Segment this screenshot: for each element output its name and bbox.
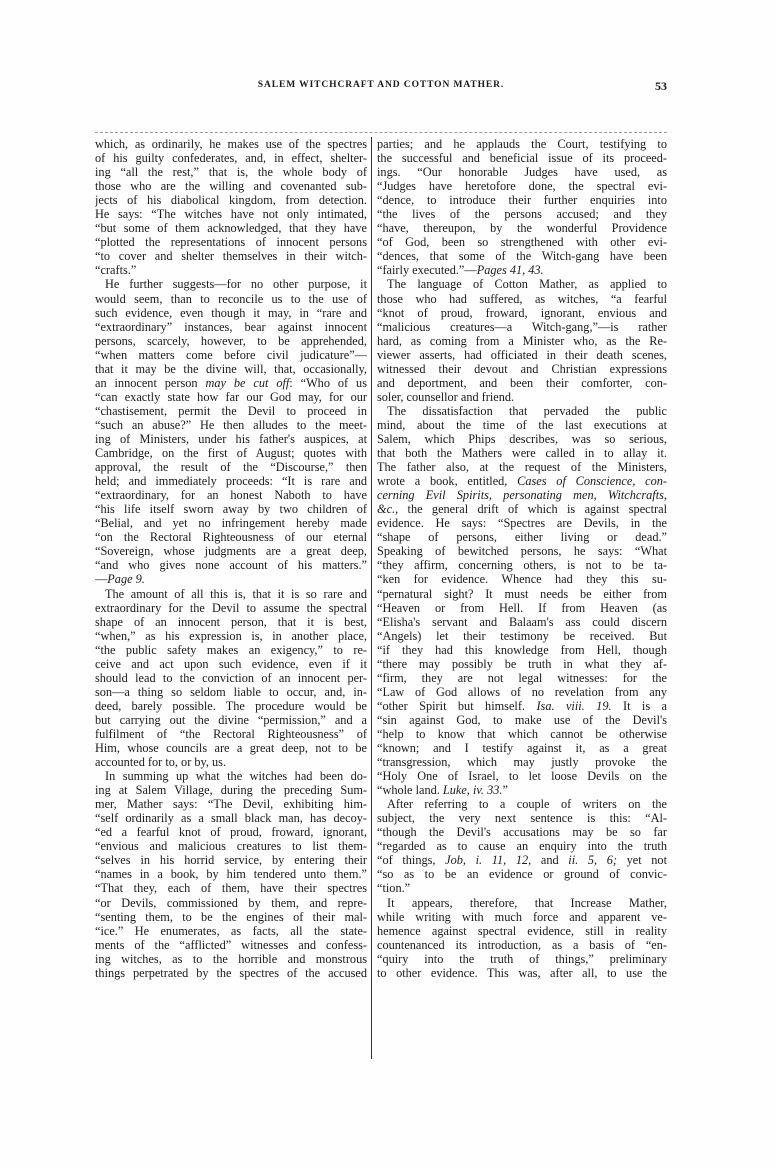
text-line: jects of his diabolical kingdom, from detection.	[95, 193, 367, 208]
text-line: In summing up what the witches had been do-	[105, 769, 367, 784]
text-line: to other evidence. This was, after all, to use the	[377, 965, 667, 980]
text-line: would seem, than to reconcile us to the use of	[95, 291, 367, 306]
text-line: ceive and act upon such evidence, even if it	[95, 656, 367, 671]
text-line: “extraordinary” instances, bear against innocent	[95, 319, 367, 334]
text-line: It appears, therefore, that Increase Mather,	[387, 895, 667, 910]
text-line: “his life itself sworn away by two children of	[95, 502, 367, 517]
text-line: “there may possibly be truth in what they af-	[377, 656, 667, 671]
text-line: hard, as coming from a Minister who, as the Re-	[377, 333, 667, 348]
text-line: approval, the result of the “Discourse,” then	[95, 460, 367, 475]
text-line: He further suggests—for no other purpose, it	[105, 277, 367, 292]
text-line: “on the Rectoral Righteousness of our eternal	[95, 530, 367, 545]
text-line: “help to know that which cannot be otherwise	[377, 726, 667, 741]
text-line: “such an abuse?” He then alludes to the meet-	[95, 417, 367, 432]
text-line: “fairly executed.”—Pages 41, 43.	[377, 263, 544, 278]
text-line: mind, about the time of the last executions at	[377, 417, 667, 432]
text-line: wrote a book, entitled, Cases of Conscience, con-	[377, 474, 667, 489]
text-line: that it may be the divine will, that, occasionally,	[95, 361, 367, 376]
text-line: “tion.”	[377, 881, 411, 896]
text-line: extraordinary for the Devil to assume the spectral	[95, 600, 367, 615]
text-line: “dences, that some of the Witch-gang have been	[377, 249, 667, 264]
text-line: “transgression, which may justly provoke the	[377, 755, 667, 770]
text-line: “or Devils, commissioned by them, and repre-	[95, 895, 367, 910]
text-line: “knot of proud, froward, ignorant, envious and	[377, 305, 667, 320]
text-line: “when,” as his expression is, in another place,	[95, 628, 367, 643]
text-line: parties; and he applauds the Court, testifying to	[377, 137, 667, 151]
text-line: while writing with much force and apparent ve-	[377, 909, 667, 924]
text-line: “quiry into the truth of things,” preliminary	[377, 951, 667, 966]
text-line: persons, scarcely, however, to be apprehended,	[95, 333, 367, 348]
running-head	[95, 80, 667, 94]
text-line: “names in a book, by him tendered unto them.”	[95, 867, 367, 882]
text-line: “Belial, and yet no infringement hereby made	[95, 516, 367, 531]
text-line: countenanced its introduction, as a basis of “en-	[377, 937, 667, 952]
text-line: —Page 9.	[95, 572, 145, 587]
text-line: “Law of God allows of no revelation from any	[377, 684, 667, 699]
text-line: “they affirm, concerning others, is not to be ta-	[377, 558, 667, 573]
text-line: such evidence, even though it may, in “rare and	[95, 305, 367, 320]
text-line: “other Spirit but himself. Isa. viii. 19. It is a	[377, 698, 667, 713]
text-line: The amount of all this is, that it is so rare and	[105, 586, 367, 601]
text-line: “known; and I testify against it, as a great	[377, 741, 667, 756]
text-line: “pernatural sight? It must needs be either from	[377, 586, 667, 601]
text-line: “shape of persons, either living or dead.”	[377, 530, 667, 545]
text-line: but carrying out the divine “permission,” and a	[95, 712, 367, 727]
text-line: “plotted the representations of innocent persons	[95, 235, 367, 250]
text-line: “Angels) let their testimony be received. But	[377, 628, 667, 643]
text-line: shape of an innocent person, that it is best,	[95, 614, 367, 629]
text-line: &c., the general drift of which is against spectral	[377, 502, 667, 517]
text-line: things perpetrated by the spectres of the accused	[95, 965, 367, 980]
text-line: “to cover and shelter themselves in their witch-	[95, 249, 367, 264]
header-rule	[95, 132, 667, 133]
text-line: ing “all the rest,” that is, the whole body of	[95, 165, 367, 180]
text-line: “and who gives none account of his matters.”	[95, 558, 367, 573]
text-line: Speaking of bewitched persons, he says: “What	[377, 544, 667, 559]
text-line: “firm, they are not legal witnesses: for the	[377, 670, 667, 685]
page-number: 53	[655, 79, 667, 93]
text-line: fulfilment of “the Rectoral Righteousness” of	[95, 726, 367, 741]
text-line: “Sovereign, whose judgments are a great deep,	[95, 544, 367, 559]
text-line: “self ordinarily as a small black man, has decoy-	[95, 811, 367, 826]
text-line: “ken for evidence. Whence had they this su-	[377, 572, 667, 587]
text-line: ing witches, as to the horrible and monstrous	[95, 951, 367, 966]
text-line: “of God, been so strengthened with other evi-	[377, 235, 667, 250]
text-line: of his guilty confederates, and, in effect, shelter-	[95, 151, 367, 166]
text-line: “That they, each of them, have their spectres	[95, 881, 367, 896]
text-line: The language of Cotton Mather, as applied to	[387, 277, 667, 292]
text-line: hemence against spectral evidence, still in reality	[377, 923, 667, 938]
text-line: cerning Evil Spirits, personating men, Witchcrafts,	[377, 488, 667, 503]
text-line: “the public safety makes an exigency,” to re-	[95, 642, 367, 657]
text-line: “have, thereupon, by the wonderful Providence	[377, 221, 667, 236]
text-line: those who had suffered, as witches, “a fearful	[377, 291, 667, 306]
text-line: “of things, Job, i. 11, 12, and ii. 5, 6; yet not	[377, 853, 667, 868]
text-line: an innocent person may be cut off: “Who of us	[95, 375, 367, 390]
text-line: “envious and malicious creatures to list them-	[95, 839, 367, 854]
text-line: After referring to a couple of writers on the	[387, 797, 667, 812]
text-line: which, as ordinarily, he makes use of the spectres	[95, 137, 367, 151]
text-line: “senting them, to be the engines of their mal-	[95, 909, 367, 924]
text-line: ing of Ministers, under his father's auspices, at	[95, 431, 367, 446]
text-line: “ice.” He enumerates, as facts, all the state-	[95, 923, 367, 938]
text-line: He says: “The witches have not only intimated,	[95, 207, 367, 222]
text-line: The father also, at the request of the Ministers,	[377, 460, 667, 475]
text-line: deed, barely possible. The procedure would be	[95, 698, 367, 713]
left-text-column	[95, 137, 367, 980]
text-line: “extraordinary, for an honest Naboth to have	[95, 488, 367, 503]
text-line: “can exactly state how far our God may, for our	[95, 389, 367, 404]
text-line: The dissatisfaction that pervaded the public	[387, 403, 667, 418]
text-line: “Holy One of Israel, to let loose Devils on the	[377, 769, 667, 784]
text-line: should lead to the conviction of an innocent per-	[95, 670, 367, 685]
text-line: “the lives of the persons accused; and they	[377, 207, 667, 222]
text-line: “Heaven or from Hell. If from Heaven (as	[377, 600, 667, 615]
text-line: viewer asserts, had officiated in their death scenes,	[377, 347, 667, 362]
text-line: witnessed their devout and Christian expressions	[377, 361, 667, 376]
column-divider	[371, 137, 372, 1059]
text-line: “though the Devil's accusations may be so far	[377, 825, 667, 840]
text-line: son—a thing so seldom liable to occur, and, in-	[95, 684, 367, 699]
text-line: that both the Mathers were called in to allay it.	[377, 446, 667, 461]
text-line: “ed a fearful knot of proud, froward, ignorant,	[95, 825, 367, 840]
text-line: “if they had this knowledge from Hell, though	[377, 642, 667, 657]
text-line: “but some of them acknowledged, that they have	[95, 221, 367, 236]
text-line: “crafts.”	[95, 263, 137, 278]
text-line: ments of the “afflicted” witnesses and confess-	[95, 937, 367, 952]
text-line: soler, counsellor and friend.	[377, 389, 515, 404]
right-text-column	[377, 137, 667, 980]
text-line: ing at Salem Village, during the preceding Sum-	[95, 783, 367, 798]
text-line: “whole land. Luke, iv. 33.”	[377, 783, 508, 798]
text-line: “so as to be an evidence or ground of convic-	[377, 867, 667, 882]
text-line: subject, the very next sentence is this: “Al-	[377, 811, 667, 826]
text-line: “dence, to introduce their further enquiries into	[377, 193, 667, 208]
text-line: Him, whose councils are a great deep, not to be	[95, 741, 367, 756]
text-line: “Elisha's servant and Balaam's ass could discern	[377, 614, 667, 629]
text-line: evidence. He says: “Spectres are Devils, in the	[377, 516, 667, 531]
text-line: Cambridge, on the first of August; quotes with	[95, 446, 367, 461]
text-line: and deportment, and been their comforter, con-	[377, 375, 667, 390]
running-title: SALEM WITCHCRAFT AND COTTON MATHER.	[257, 80, 505, 90]
text-line: those who are the willing and covenanted sub-	[95, 179, 367, 194]
text-line: “selves in his horrid service, by entering their	[95, 853, 367, 868]
text-line: the successful and beneficial issue of its proceed-	[377, 151, 667, 166]
text-line: “malicious creatures—a Witch-gang,”—is rather	[377, 319, 667, 334]
text-line: mer, Mather says: “The Devil, exhibiting him-	[95, 797, 367, 812]
text-line: “Judges have heretofore done, the spectral evi-	[377, 179, 667, 194]
text-line: “sin against God, to make use of the Devil's	[377, 712, 667, 727]
text-line: accounted for to, or by, us.	[95, 755, 227, 770]
text-line: “chastisement, permit the Devil to proceed in	[95, 403, 367, 418]
text-line: “when matters come before civil judicature”—	[95, 347, 367, 362]
text-line: ings. “Our honorable Judges have used, as	[377, 165, 667, 180]
text-line: Salem, which Phips describes, was so serious,	[377, 431, 667, 446]
text-line: held; and immediately proceeds: “It is rare and	[95, 474, 367, 489]
text-line: “regarded as to cause an enquiry into the truth	[377, 839, 667, 854]
